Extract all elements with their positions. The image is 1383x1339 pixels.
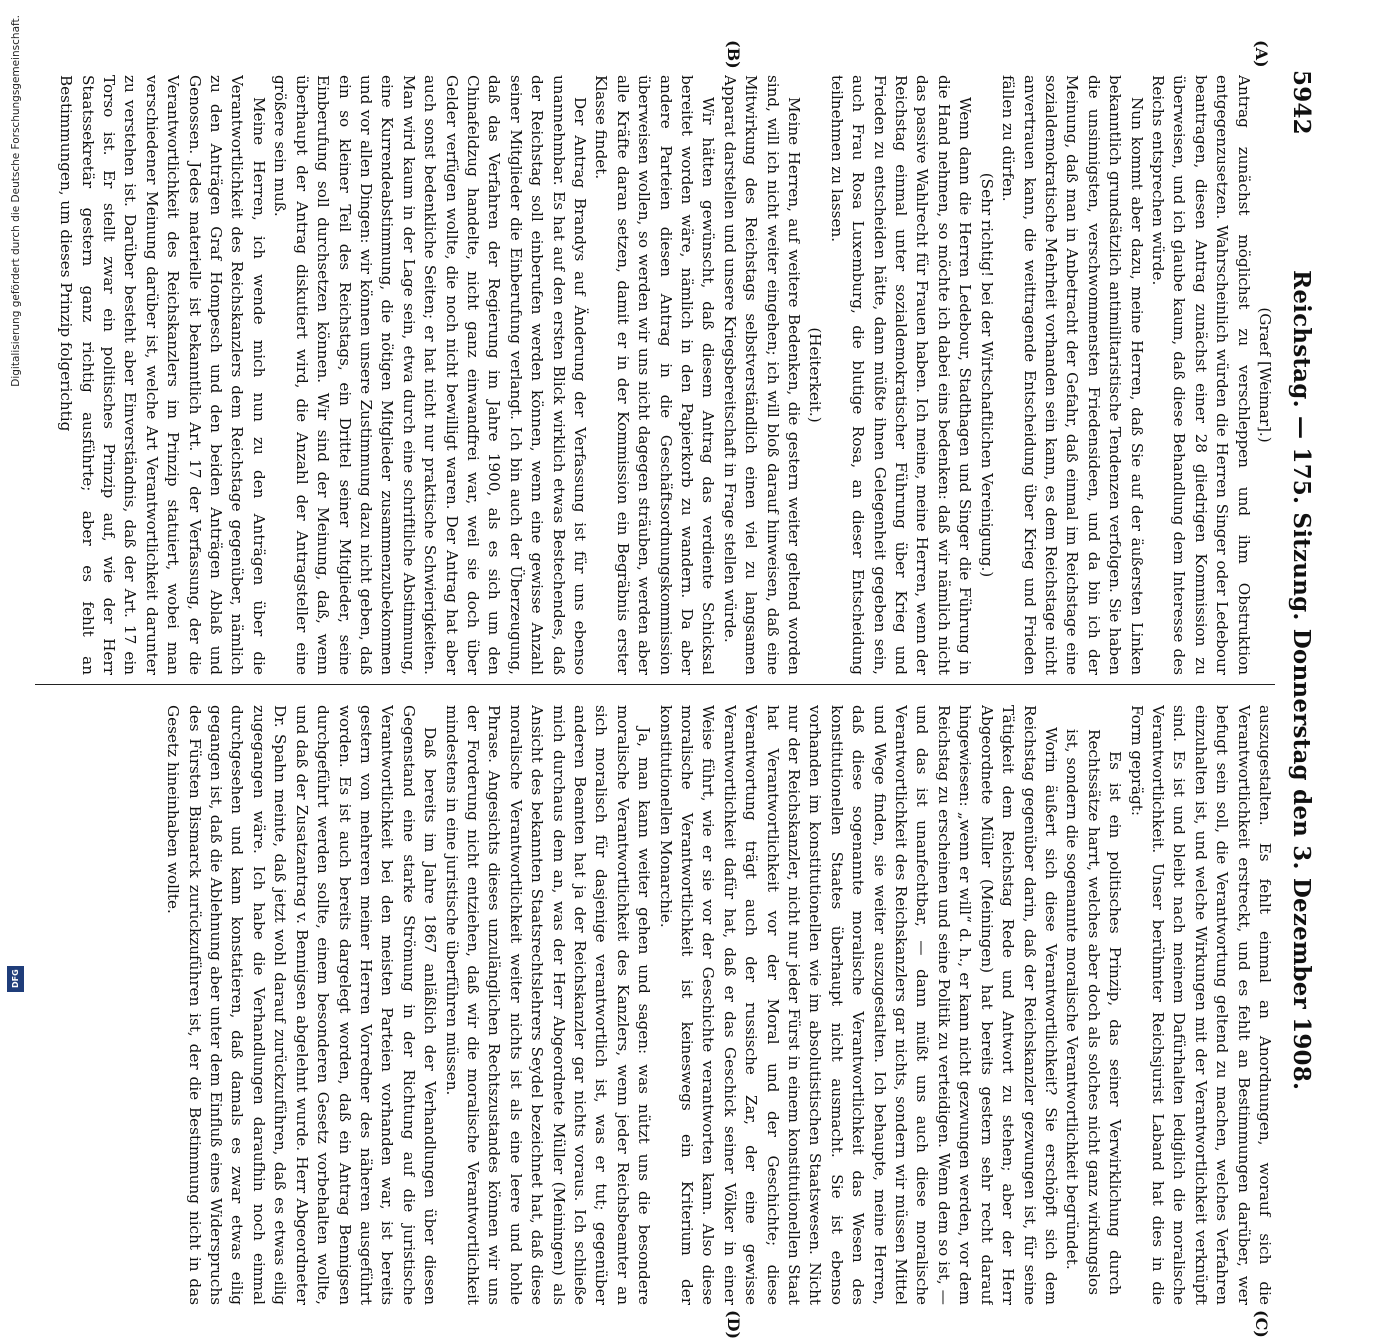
- margin-marker-a: (A): [1252, 40, 1271, 68]
- column-divider: [35, 684, 1275, 685]
- dfg-logo-icon: DFG: [7, 966, 24, 992]
- paragraph: auszugestalten. Es fehlt einmal an Anordnungen, worauf sich die Verantwortlichkeit erstreckt, und es fehlt an Bestimmungen darüber, wer befugt sein soll, die Verantwortung geltend zu machen, welches Verfahren einzuhalten ist, und welche Wirkungen mit der Verantwortlichkeit verknüpft sind. Es ist und bleibt nach meinem Dafürhalten lediglich die moralische Verantwortlichkeit. Unser berühmter Reichsjurist Laband hat dies in die Form geprägt:: [1127, 705, 1274, 1305]
- paragraph: Wir hätten gewünscht, daß diesem Antrag das verdiente Schicksal bereitet worden wäre, nämlich in den Papierkorb zu wandern. Da aber andere Parteien diesen Antrag in die Geschäftsordnungskommission überweisen wollen, so werden wir uns nicht dagegen sträuben, werden aber alle Kräfte daran setzen, damit er in der Kommission ein Begräbnis erster Klasse findet.: [592, 75, 718, 675]
- right-column: [35, 705, 1275, 1305]
- left-column: [35, 75, 1275, 675]
- interjection: (Heiterkeit.): [806, 327, 825, 423]
- paragraph: Meine Herren, auf weitere Bedenken, die gestern weiter geltend worden sind, will ich nicht weiter eingehen; ich will bloß darauf hinweisen, daß eine Mitwirkung des Reichstags selbstverständlich einen viel zu langsamen Apparat darstellen und unsere Kriegsbereitschaft in Frage stellen würde.: [720, 75, 804, 675]
- digitization-credit: [0, 0, 30, 1000]
- credit-text: Digitalisierung gefördert durch die Deutsche Forschungsgemeinschaft.: [10, 15, 22, 387]
- paragraph: Der Antrag Brandys auf Änderung der Verfassung ist für uns ebenso unannehmbar. Es hat auf den ersten Blick wirklich etwas Bestechendes, daß der Reichstag soll einberufen werden können, wenn eine gewisse Anzahl seiner Mitglieder die Einberufung verlangt. Ich bin auch der Überzeugung, daß das Verfahren der Regierung im Jahre 1900, als es sich um den Chinafeldzug handelte, nicht ganz einwandfrei war, weil sie doch über Gelder verfügen wollte, die noch nicht bewilligt waren. Der Antrag hat aber auch sonst bedenkliche Seiten; er hat nicht nur praktische Schwierigkeiten. Man wird kaum in der Lage sein, etwa durch eine schriftliche Abstimmung, eine Kurrendeabstimmung, die nötigen Mitglieder zusammenzubekommen und vor allen Dingen: wir können unsere Zustimmung dazu nicht geben, daß ein so kleiner Teil des Reichstags, ein Drittel seiner Mitglieder, seine Einberufung soll durchsetzen können. Wir sind der Meinung, daß, wenn überhaupt der Antrag diskutiert wird, die Anzahl der Antragsteller eine größere sein muß.: [271, 75, 589, 675]
- paragraph: Ja, man kann weiter gehen und sagen: was nützt uns die besondere moralische Verantwortlichkeit des Kanzlers, wenn jeder Reichsbeamter an sich moralisch für dasjenige verantwortlich ist, was er tut; gegenüber anderen Beamten hat ja der Reichskanzler gar nichts voraus. Ich schließe mich durchaus dem an, was der Herr Abgeordnete Müller (Meiningen) als Ansicht des bekannten Staatsrechtslehrers Seydel bezeichnet hat, daß diese moralische Verantwortlichkeit weiter nichts ist als eine leere und hohle Phrase. Angesichts dieses unzulänglichen Rechtszustandes können wir uns der Forderung nicht entziehen, daß wir die moralische Verantwortlichkeit mindestens in eine juristische überführen müssen.: [442, 705, 654, 1305]
- margin-marker-d: (D): [724, 1310, 743, 1339]
- paragraph: Worin äußert sich diese Verantwortlichkeit? Sie erschöpft sich dem Reichstag gegenüber darin, daß der Reichskanzler gezwungen ist, für seine Tätigkeit dem Reichstag Rede und Antwort zu stehen; aber der Herr Abgeordnete Müller (Meiningen) hat bereits gestern sehr recht darauf hingewiesen: „wenn er will“ d. h., er kann nicht gezwungen werden, vor dem Reichstag zu erscheinen und seine Politik zu verteidigen. Wenn dem so ist, — und das ist unanfechtbar, — dann müßt uns auch diese moralische Verantwortlichkeit des Reichskanzlers gar nichts, sondern wir müssen Mittel und Wege finden, sie weiter auszugestalten. Ich behaupte, meine Herren, daß diese sogenannte moralische Verantwortlichkeit das Wesen des konstitutionellen Staates überhaupt nicht ausmacht. Sie ist ebenso vorhanden im konstitutionellen wie im absolutistischen Staatswesen. Nicht nur der Reichskanzler, nicht nur jeder Fürst in einem konstitutionellen Staat hat Verantwortlichkeit vor der Moral und der Geschichte; diese Verantwortung trägt auch der russische Zar, der eine gewisse Verantwortlichkeit dafür hat, daß er das Geschick seiner Völker in einer Weise führt, wie er sie vor der Geschichte verantworten kann. Also diese moralische Verantwortlichkeit ist keineswegs ein Kriterium der konstitutionellen Monarchie.: [656, 705, 1060, 1305]
- paragraph: Meine Herren, ich wende mich nun zu den Anträgen über die Verantwortlichkeit des Reichskanzlers dem Reichstage gegenüber, nämlich zu den Anträgen Graf Hompesch und den beiden Anträgen Ablaß und Genossen. Jedes materielle ist bekanntlich Art. 17 der Verfassung, der die Verantwortlichkeit des Reichskanzlers im Prinzip statuiert, wobei man verschiedener Meinung darüber ist, welche Art Verantwortlichkeit darunter zu verstehen ist. Darüber besteht aber Einverständnis, daß der Art. 17 ein Torso ist. Er stellt zwar ein politisches Prinzip auf, wie der Herr Staatssekretär gestern ganz richtig ausführte; aber es fehlt an Bestimmungen, um dieses Prinzip folgerichtig: [57, 75, 268, 675]
- paragraph: Daß bereits im Jahre 1867 anläßlich der Verhandlungen über diesen Gegenstand eine starke Strömung in der Richtung auf die juristische Verantwortlichkeit bei den meisten Parteien vorhanden war, ist bereits gestern von mehreren meiner Herren Vorredner des näheren ausgeführt worden. Es ist auch bereits dargelegt worden, daß ein Antrag Bennigsen durchgeführt werden sollte, einem besonderen Gesetz vorbehalten wollte, und daß der Zusatzantrag v. Bennigsen abgelehnt wurde. Herr Abgeordneter Dr. Spahn meinte, daß jetzt wohl darauf zurückzuführen, daß es etwas eilig zugegangen wäre. Ich habe die Verhandlungen daraufhin noch einmal durchgesehen und kann konstatieren, daß damals es zwar etwas eilig gegangen ist, daß die Ablehnung aber unter dem Einfluß eines Widerspruchs des Fürsten Bismarck zurückzuführen ist, der die Bestimmung nicht in das Gesetz hineinhaben wollte.: [164, 705, 440, 1305]
- page-title: Reichstag. — 175. Sitzung. Donnerstag den 3. Dezember 1908.: [1288, 270, 1315, 1091]
- speaker-label: (Graef [Weimar].): [1256, 307, 1274, 443]
- margin-marker-c: (C): [1252, 1310, 1271, 1338]
- paragraph: Nun kommt aber dazu, meine Herren, daß Sie auf der äußersten Linken bekanntlich grundsätzlich antimilitaristische Tendenzen verfolgen. Sie haben die unsinnigsten, verschwommensten Friedensideen, und da bin ich der Meinung, daß man in Anbetracht der Gefahr, daß einmal im Reichstage eine sozialdemokratische Mehrheit vorhanden sein kann, es dem Reichstage nicht anvertrauen kann, die weittragende Entscheidung über Krieg und Frieden fällen zu dürfen.: [999, 75, 1146, 675]
- page-number: 5942: [1288, 70, 1315, 135]
- interjection: (Sehr richtig! bei der Wirtschaftlichen Vereinigung.): [977, 172, 996, 578]
- paragraph: Antrag zunächst möglichst zu verschleppen und ihm Obstruktion entgegenzusetzen. Wahrscheinlich würden die Herren Singer oder Ledebour beantragen, diesen Antrag zunächst einer 28 gliedrigen Kommission zu überweisen, und ich glaube kaum, daß diese Behandlung dem Interesse des Reichs entsprechen würde.: [1148, 75, 1253, 675]
- quotation: Es ist ein politisches Prinzip, das seiner Verwirklichung durch Rechtssätze harrt, welches aber doch als solches nicht ganz wirkungslos ist, sondern die sogenannte moralische Verantwortlichkeit begründet.: [1063, 729, 1125, 1295]
- paragraph: Wenn dann die Herren Ledebour, Stadthagen und Singer die Führung in die Hand nehmen, so möchte ich dabei eins bedenken: daß wir nämlich nicht das passive Wahlrecht für Frauen haben. Ich meine, meine Herren, wenn der Reichstag einmal unter sozialdemokratischer Führung über Krieg und Frieden zu entscheiden hätte, dann müßte ihnen Gelegenheit gegeben sein, auch Frau Rosa Luxemburg, die blutige Rosa, an dieser Entscheidung teilnehmen zu lassen.: [827, 75, 975, 675]
- page-header: [1281, 60, 1321, 1091]
- margin-marker-b: (B): [724, 40, 743, 69]
